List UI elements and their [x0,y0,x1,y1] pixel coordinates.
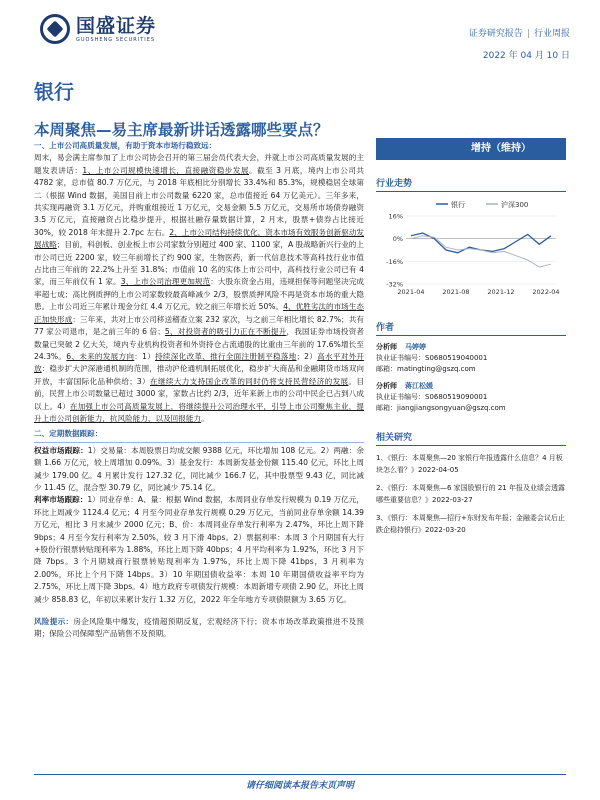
risk-warning: 风险提示：房企风险集中爆发，疫情超预期反复，宏观经济下行；资本市场改革政策推进不及预期；保险公司保障型产品销售不及预期。 [34,617,365,639]
section1-body: 周末，易会满主席参加了上市公司协会召开的第三届会员代表大会，并就上市公司高质量发展的主题发表讲话：1、上市公司规模快速增长，直接融资稳步发展。截至 3 月底，境内上市公司共 4782 家，总市值 80.7 万亿元，与 2018 年底相比分别增长 33.4%和 85.3%，规模稳居全球第二（根据 Wind 数据，美国目前上市公司数量 6220 家，总市值接近 64 万亿美元）。三年多来，共实现再融资 3.1 万亿元，并购重组接近 1 万亿元，交易金额 5.5 万亿元，交易所市场债券融资 3.5 万亿元，直接融资占比稳步提升，根据社融存量数据计算，2 月末，股票+债券占比接近 30%，较 2018 年末提升 2.7pc 左右。2、上市公司结构持续优化，资本市场有效服务创新驱动发展战略；目前，科创板、创业板上市公司家数分别超过 400 家、1100 家，A 股战略新兴行业的上市公司已近 2200 家，较三年前增长了约 900 家，生物医药，新一代信息技术等高科技行业市值占比由三年前的 22.2%上升至 31.8%；市值前 10 名的实体上市公司中，高科技行业公司已有 4 家，而三年前仅有 1 家。3、上市公司治理更加规范：大股东资金占用，违规担保等问题坚决完成率超七成；高比例质押的上市公司家数较最高峰减少 2/3，股票质押风险不再是资本市场的重大隐患。上市公司近三年累计现金分红 4.4 万亿元，较之前三年增长近 50%。4、优胜劣汰的市场生态正加快形成：三年来，共对上市公司移送稽查立案 232 家次，与之前三年相比增长 82.7%；共有 77 家公司退市，是之前三年的 6 倍；5、对投资者的吸引力正在不断提升，我国证券市场投资者数量已突破 2 亿大关，境内专业机构投资者和外资持仓占流通股的比重由三年前的 17.6%增长至 24.3%。6、未来的发展方向：1）持续深化改革、推行全面注册制平稳落地；2）高水平对外开放：稳步扩大沪深港通机制的范围，推动沪伦通机制拓展优化，稳步扩大商品和金融期货市场双向开放，丰富国际化品种供给；3）在继续大力支持国企改革的同时仍将支持民营经济的发展。目前，民营上市公司数量已超过 3000 家，家数占比约 2/3，近年来新上市的公司中民企已占到八成以上。4）在加强上市公司高质量发展上，将继续提升公司治理水平，引导上市公司聚焦主业，提升上市公司创新能力，抗风险能力，以及回报能力。 [34,153,365,423]
logo-cn-text: 国盛证券 [76,14,157,37]
trend-title: 行业走势 [376,176,566,192]
x-tick-label: 2022-04 [532,288,560,296]
equity-tracking: 权益市场跟踪：1）交易量：本周股票日均成交额 9388 亿元，环比增加 108 亿元。2）两融：余额 1.66 万亿元，较上周增加 0.09%。3）基金发行：本周新发基金份额 115.40 亿元，环比上周减少 179.00 亿。4 月累计发行 127.32 亿，同比减少 166.7 亿，其中股票型 9.43 亿，同比减少 11.45 亿，混合型 30.79 亿，同比减少 75.14 亿。 [34,445,365,492]
related-title: 相关研究 [376,430,566,446]
company-logo [40,14,156,44]
x-tick-label: 2021-12 [487,288,515,296]
related-link-2[interactable]: 2、《银行：本周聚焦—6 家国股银行的 21 年报及业绩会透露哪些重要信息？》2022-03-27 [376,484,565,504]
legend-label-1: 沪深300 [501,201,529,209]
x-tick-label: 2021-08 [442,288,470,296]
section1-title: 一、上市公司高质量发展，有助于资本市场行稳致远： [34,141,217,150]
analyst-2: 分析师 蒋江松媛 执业证书编号：S0680519090001 邮箱：jiangjiangsongyuan@gszq.com [376,382,506,412]
logo-icon [40,14,70,44]
related-link-3[interactable]: 3、《银行：本周聚焦—招行+东财发布年报；金融委会议后止跌企稳持银行》2022-03-20 [376,514,565,534]
footer-divider [34,774,566,775]
main-column [34,140,364,641]
logo-en-text: GUOSHENG SECURITIES [76,36,156,43]
report-date: 2022 年 04 月 10 日 [482,51,570,61]
report-sub-label: 行业周报 [533,29,570,39]
trend-chart-svg [376,196,566,304]
y-tick-label: 0% [392,235,403,244]
analyst-1: 分析师 马婷婷 执业证书编号：S0680519040001 邮箱：matingting@gszq.com [376,343,488,373]
series-line-1 [411,236,551,267]
report-headline: 本周聚焦—易主席最新讲话透露哪些要点？ [34,121,329,139]
y-tick-label: -32% [386,280,403,289]
authors-title: 作者 [376,320,566,336]
industry-title: 银行 [34,80,74,104]
report-type: 证券研究报告 | 行业周报 [468,29,570,39]
rating-badge: 增持（维持） [376,138,566,160]
y-tick-label: 16% [388,212,403,221]
side-column [376,138,566,536]
section2-title: 二、定期数据跟踪： [34,428,364,442]
footer-note: 请仔细阅读本报告末页声明 [245,781,354,791]
legend-label-0: 银行 [451,201,465,209]
y-tick-label: -16% [386,257,403,266]
related-link-1[interactable]: 1、《银行：本周聚焦—20 家银行年报透露什么信息？4 月板块怎么看？》2022-04-05 [376,454,563,474]
trend-chart [376,196,566,304]
rate-tracking: 利率市场跟踪：1）同业存单：A、量：根据 Wind 数据，本周同业存单发行规模为 0.19 万亿元，环比上周减少 1124.4 亿元；4 月至今同业存单发行规模 0.29 万亿元，当前同业存单余额 14.39 万亿元，相比 3 月末减少 2000 亿元；B、价：本周同业存单发行利率为 2.47%，环比上周下降 9bps；4 月至今发行利率为 2.50%，较 3 月下滑 4bps。2）票据利率：本周 3 个月期国有大行+股份行银票转贴现利率为 1.88%，环比上周下降 40bps；4 月平均利率为 1.92%，环比 3 月下降 7bps。3 个月期城商行银票转贴现利率为 1.97%，环比上周下降 41bps，3 月利率为 2.00%，环比上个月下降 14bps。3）10 年期国债收益率：本周 10 年期国债收益率平均为 2.75%，环比上周下降 3bps。4）地方政府专项债发行规模：本周新增专项债 2.90 亿，环比上周减少 858.83 亿，年初以来累计发行 1.32 万亿，2022 年全年地方专项债限额为 3.65 万亿。 [34,495,365,604]
x-tick-label: 2021-04 [397,288,425,296]
report-type-label: 证券研究报告 [468,29,523,39]
